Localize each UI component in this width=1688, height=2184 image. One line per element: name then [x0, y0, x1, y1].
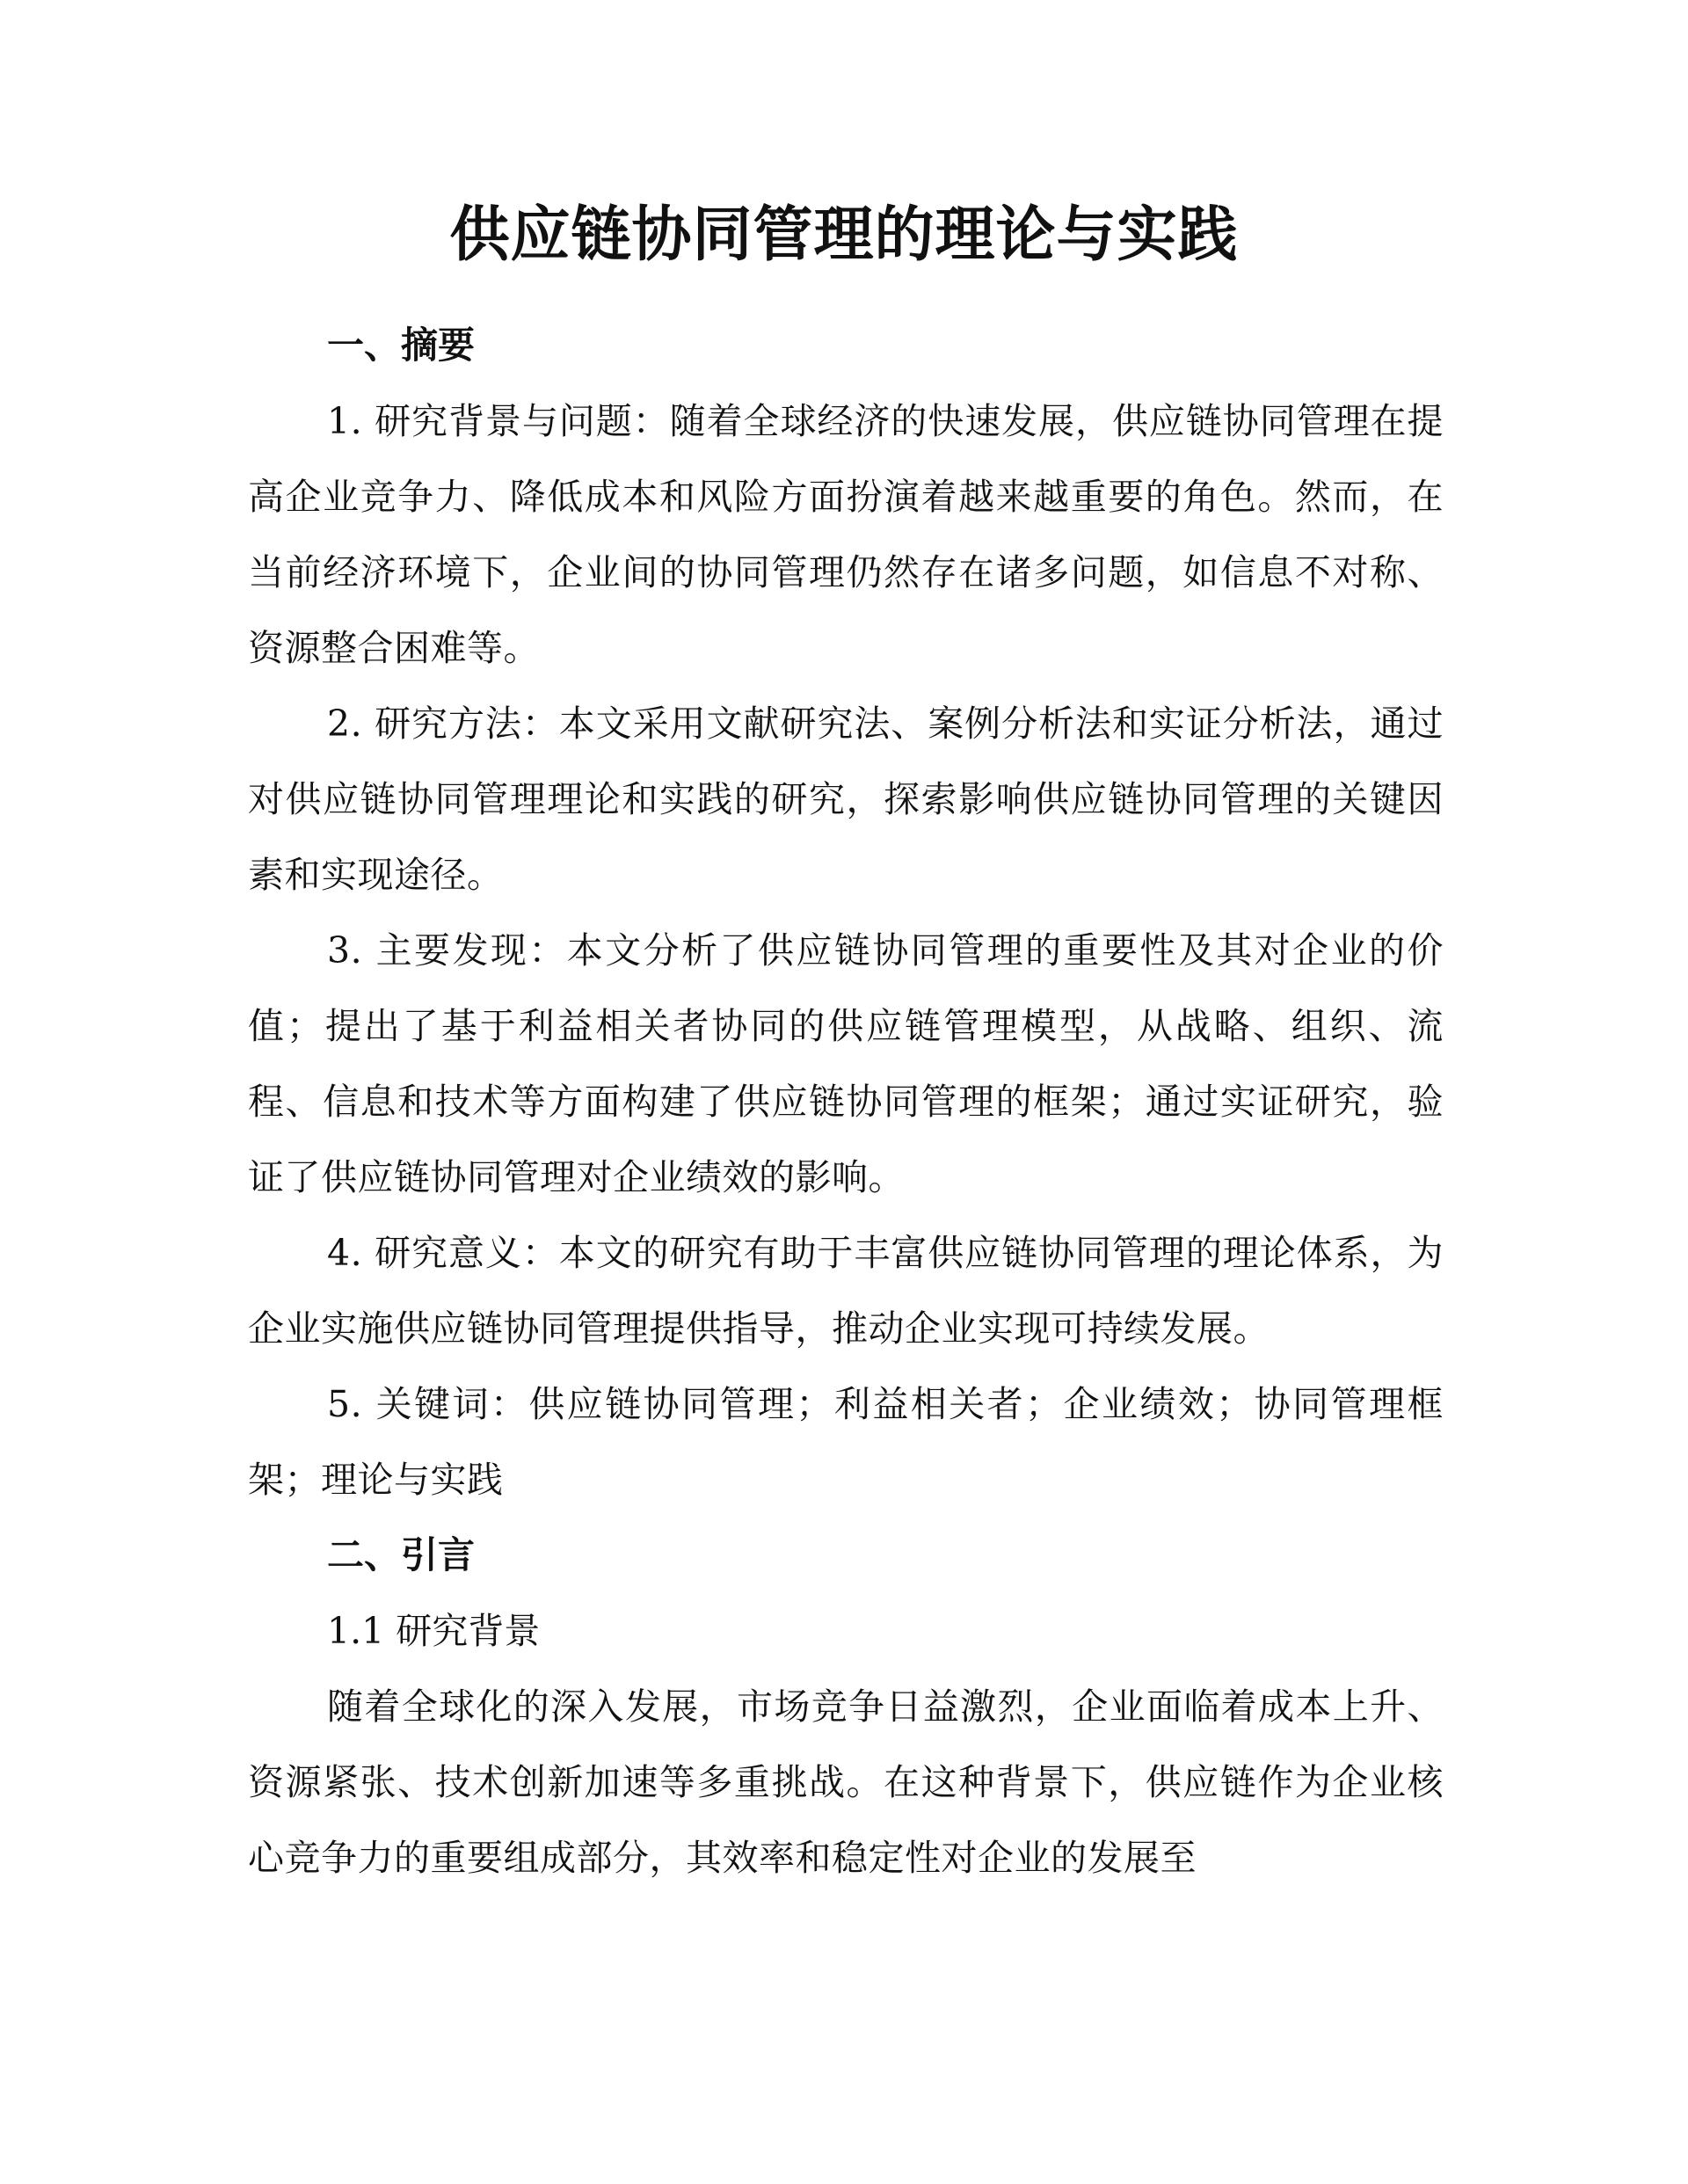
section-heading-introduction: 二、引言 — [327, 1533, 476, 1576]
section-heading-abstract: 一、摘要 — [327, 324, 476, 367]
abstract-item-keywords: 5. 关键词：供应链协同管理；利益相关者；企业绩效；协同管理框架；理论与实践 — [248, 1383, 1444, 1501]
abstract-item-method: 2. 研究方法：本文采用文献研究法、案例分析法和实证分析法，通过对供应链协同管理理论和实践的研究，探索影响供应链协同管理的关键因素和实现途径。 — [248, 703, 1444, 896]
document-title: 供应链协同管理的理论与实践 — [449, 200, 1239, 270]
subsection-heading-background: 1.1 研究背景 — [327, 1610, 541, 1652]
document-body — [248, 308, 1444, 1896]
abstract-item-background: 1. 研究背景与问题：随着全球经济的快速发展，供应链协同管理在提高企业竞争力、降低成本和风险方面扮演着越来越重要的角色。然而，在当前经济环境下，企业间的协同管理仍然存在诸多问题，如信息不对称、资源整合困难等。 — [248, 400, 1444, 669]
introduction-paragraph: 随着全球化的深入发展，市场竞争日益激烈，企业面临着成本上升、资源紧张、技术创新加速等多重挑战。在这种背景下，供应链作为企业核心竞争力的重要组成部分，其效率和稳定性对企业的发展至 — [248, 1685, 1444, 1879]
abstract-item-significance: 4. 研究意义：本文的研究有助于丰富供应链协同管理的理论体系，为企业实施供应链协同管理提供指导，推动企业实现可持续发展。 — [248, 1232, 1444, 1350]
abstract-item-findings: 3. 主要发现：本文分析了供应链协同管理的重要性及其对企业的价值；提出了基于利益相关者协同的供应链管理模型，从战略、组织、流程、信息和技术等方面构建了供应链协同管理的框架；通过实证研究，验证了供应链协同管理对企业绩效的影响。 — [248, 929, 1444, 1198]
